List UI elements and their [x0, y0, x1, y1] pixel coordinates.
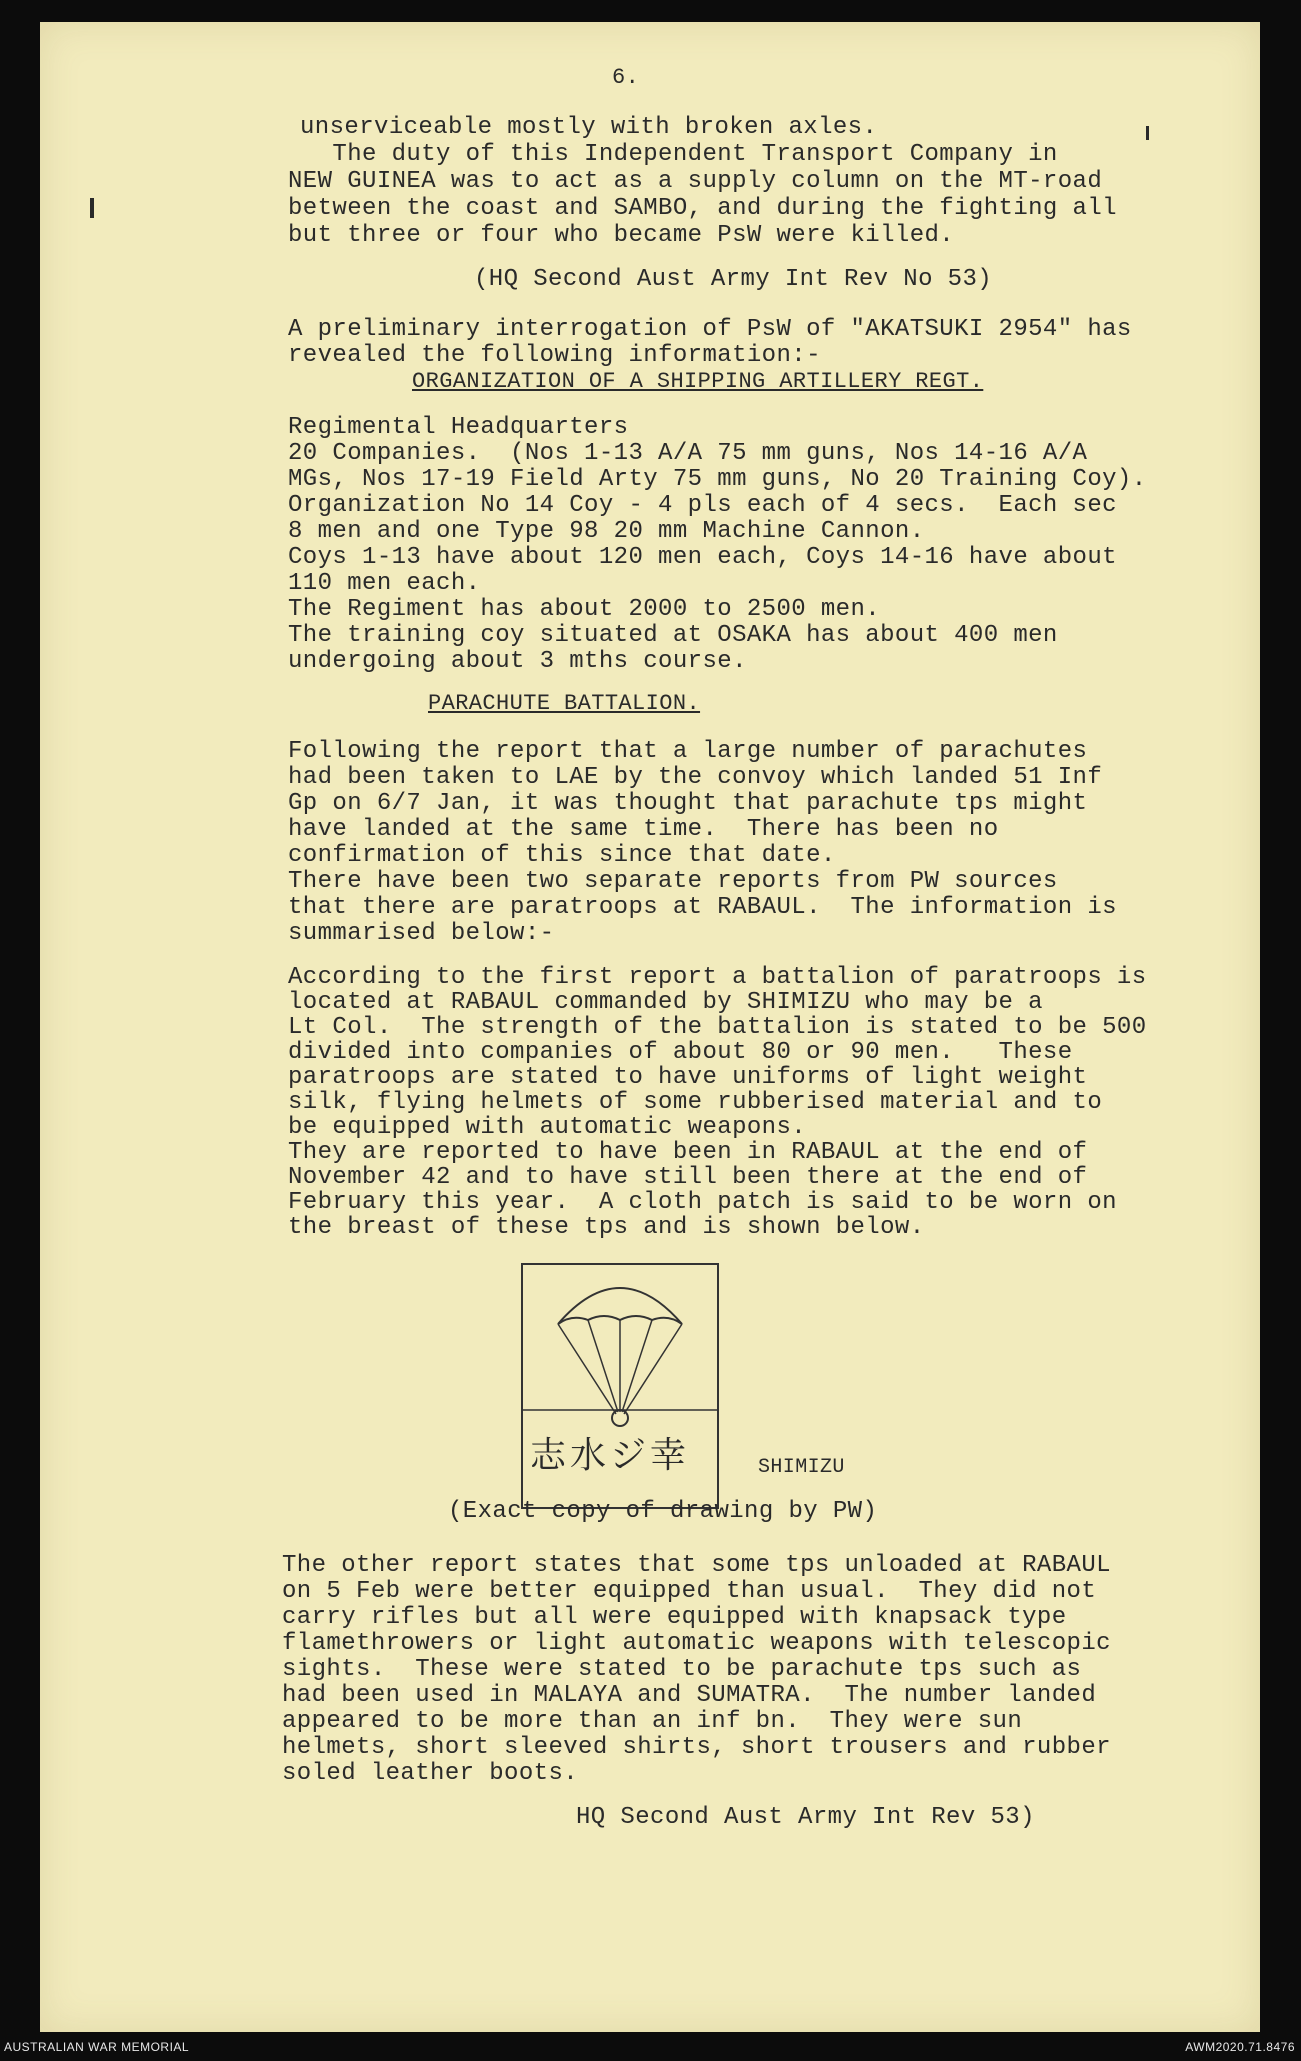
org-line: Regimental Headquarters	[288, 414, 629, 441]
body-line: February this year. A cloth patch is said to be worn on	[288, 1189, 1117, 1216]
org-line: The training coy situated at OSAKA has about 400 men	[288, 622, 1058, 649]
body-line: A preliminary interrogation of PsW of "AKATSUKI 2954" has	[288, 316, 1132, 343]
body-line: have landed at the same time. There has been no	[288, 816, 999, 843]
body-line: soled leather boots.	[282, 1760, 579, 1787]
org-line: 20 Companies. (Nos 1-13 A/A 75 mm guns, Nos 14-16 A/A	[288, 440, 1088, 467]
patch-label: SHIMIZU	[758, 1456, 845, 1479]
body-line: but three or four who became PsW were killed.	[288, 222, 955, 249]
body-line: had been used in MALAYA and SUMATRA. The number landed	[282, 1682, 1097, 1709]
body-line: NEW GUINEA was to act as a supply column on the MT-road	[288, 168, 1103, 195]
body-line: There have been two separate reports from PW sources	[288, 868, 1058, 895]
page-number: 6.	[612, 65, 640, 90]
body-line: confirmation of this since that date.	[288, 842, 836, 869]
patch-kanji: 志水ジ幸	[530, 1435, 691, 1476]
body-line: According to the first report a battalion of paratroops is	[288, 964, 1147, 991]
body-line: paratroops are stated to have uniforms of light weight	[288, 1064, 1088, 1091]
body-line: flamethrowers or light automatic weapons with telescopic	[282, 1630, 1111, 1657]
org-line: Organization No 14 Coy - 4 pls each of 4 secs. Each sec	[288, 492, 1117, 519]
body-line: be equipped with automatic weapons.	[288, 1114, 807, 1141]
body-line: that there are paratroops at RABAUL. The information is	[288, 894, 1117, 921]
body-line: Following the report that a large number of parachutes	[288, 738, 1088, 765]
margin-mark	[90, 198, 94, 218]
body-line: the breast of these tps and is shown below.	[288, 1214, 925, 1241]
body-line: Gp on 6/7 Jan, it was thought that parachute tps might	[288, 790, 1088, 817]
body-line: on 5 Feb were better equipped than usual. They did not	[282, 1578, 1097, 1605]
org-line: 8 men and one Type 98 20 mm Machine Cannon.	[288, 518, 925, 545]
org-line: The Regiment has about 2000 to 2500 men.	[288, 596, 881, 623]
body-line: silk, flying helmets of some rubberised material and to	[288, 1089, 1103, 1116]
body-line: located at RABAUL commanded by SHIMIZU who may be a	[288, 989, 1043, 1016]
org-line: 110 men each.	[288, 570, 481, 597]
section-heading: PARACHUTE BATTALION.	[428, 691, 701, 716]
body-line: They are reported to have been in RABAUL at the end of	[288, 1139, 1088, 1166]
source-reference: HQ Second Aust Army Int Rev 53)	[576, 1804, 1035, 1831]
footer-institution: AUSTRALIAN WAR MEMORIAL	[4, 2040, 190, 2054]
body-line: unserviceable mostly with broken axles.	[300, 114, 878, 141]
body-line: carry rifles but all were equipped with knapsack type	[282, 1604, 1067, 1631]
body-line: helmets, short sleeved shirts, short trousers and rubber	[282, 1734, 1111, 1761]
body-line: appeared to be more than an inf bn. They were sun	[282, 1708, 1023, 1735]
source-reference: (HQ Second Aust Army Int Rev No 53)	[474, 266, 993, 293]
body-line: The other report states that some tps unloaded at RABAUL	[282, 1552, 1111, 1579]
section-heading: ORGANIZATION OF A SHIPPING ARTILLERY REGT.	[412, 369, 984, 394]
footer-reference: AWM2020.71.8476	[1185, 2040, 1295, 2054]
body-line: had been taken to LAE by the convoy which landed 51 Inf	[288, 764, 1103, 791]
margin-mark	[1146, 126, 1149, 140]
drawing-caption: (Exact copy of drawing by PW)	[448, 1498, 878, 1525]
org-line: Coys 1-13 have about 120 men each, Coys 14-16 have about	[288, 544, 1117, 571]
org-line: MGs, Nos 17-19 Field Arty 75 mm guns, No 20 Training Coy).	[288, 466, 1147, 493]
org-line: undergoing about 3 mths course.	[288, 648, 747, 675]
body-line: summarised below:-	[288, 920, 555, 947]
body-line: The duty of this Independent Transport Company in	[288, 141, 1058, 168]
body-line: divided into companies of about 80 or 90 men. These	[288, 1039, 1073, 1066]
body-line: between the coast and SAMBO, and during the fighting all	[288, 195, 1117, 222]
body-line: November 42 and to have still been there at the end of	[288, 1164, 1088, 1191]
body-line: revealed the following information:-	[288, 342, 821, 369]
body-line: Lt Col. The strength of the battalion is stated to be 500	[288, 1014, 1147, 1041]
body-line: sights. These were stated to be parachute tps such as	[282, 1656, 1082, 1683]
